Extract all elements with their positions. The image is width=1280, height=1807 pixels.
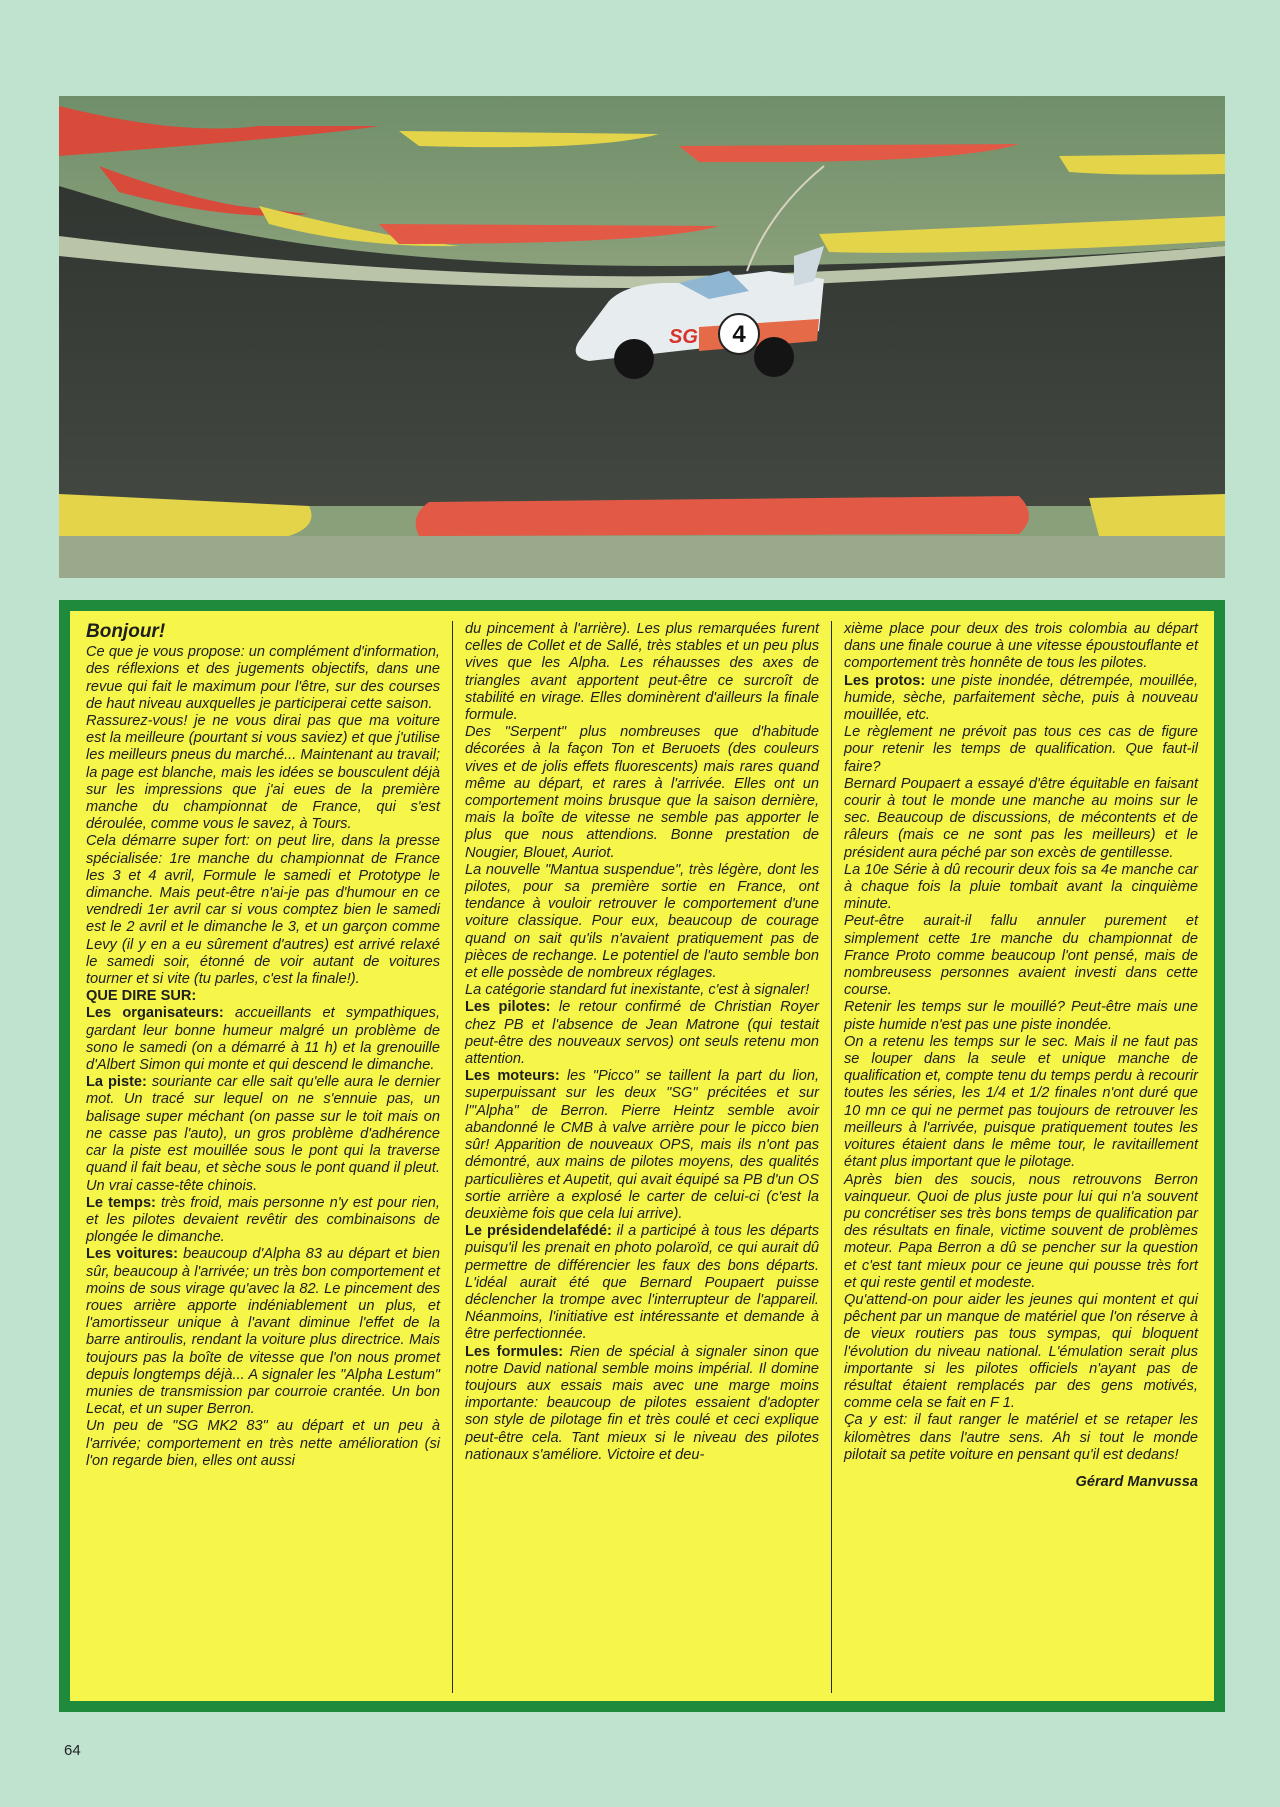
section-heading: Le temps: — [86, 1194, 156, 1211]
article-paragraph — [465, 1068, 819, 1223]
paragraph-text: Un peu de "SG MK2 83" au départ et un peu à l'arrivée; comportement en très nette amélioration (si l'on regarde bien, elles ont aussi — [86, 1418, 440, 1469]
paragraph-text: Le règlement ne prévoit pas tous ces cas de figure pour retenir les temps de qualification. Que faut-il faire? — [844, 724, 1198, 775]
paragraph-text: le retour confirmé de Christian Royer chez PB et l'absence de Jean Matrone (qui testait peut-être des nouveaux servos) ont seuls retenu mon attention. — [465, 999, 820, 1068]
article-column-2 — [452, 621, 831, 1693]
section-heading: Les moteurs: — [465, 1068, 560, 1085]
paragraph-text: Rassurez-vous! je ne vous dirai pas que ma voiture est la meilleure (pourtant si vous saviez) et que j'utilise les meilleurs pneus du marché... Maintenant au travail; la page est blanche, mais les idées se bousculent déjà sur les impressions que j'ai eues de la première manche du championnat de France, qui s'est déroulée, comme vous le savez, à Tours. — [86, 713, 440, 833]
article-paragraph — [465, 621, 819, 724]
author-signature: Gérard Manvussa — [1075, 1473, 1198, 1490]
paragraph-text: du pincement à l'arrière). Les plus remarquées furent celles de Collet et de Sallé, très stables et un peu plus vives que les Alpha. Les réhausses des axes de triangles avant apportent peut-être ce surcroît de stabilité en virage. Elles dominèrent d'ailleurs la finale formule. — [465, 621, 819, 724]
article-paragraph — [844, 1292, 1198, 1412]
paragraph-text: Peut-être aurait-il fallu annuler purement et simplement cette 1re manche du championnat de France Proto comme beaucoup l'ont pensé, mais de nombreusess personnes avaient investi dans cette course. — [844, 913, 1198, 999]
paragraph-text: Retenir les temps sur le mouillé? Peut-être mais une piste humide n'est pas une piste inondée. — [844, 999, 1198, 1033]
paragraph-text: les "Picco" se taillent la part du lion, superpuissant sur les deux "SG" précitées et sur l'"Alpha" de Berron. Pierre Heintz semble avoir abandonné le CMB à valve arrière pour le picco bien sûr! Apparition de nouveaux OPS, mais ils n'ont pas démontré, aux mains de pilotes moyens, des qualités particulières et Aupetit, qui avait équipé sa PB d'un OS sortie arrière a explosé le carter de celui-ci (c'est la deuxième fois que cela lui arrive). — [465, 1068, 819, 1222]
article-column-1 — [74, 621, 452, 1693]
paragraph-text: très froid, mais personne n'y est pour rien, et les pilotes devaient revêtir des combinaisons de plongée le dimanche. — [86, 1194, 440, 1246]
section-heading: Les protos: — [844, 672, 926, 689]
article-paragraph — [465, 862, 819, 982]
paragraph-text: Ce que je vous propose: un complément d'information, des réflexions et des jugements objectifs, dans une revue qui fait le maximum pour l'être, sur des courses de haut niveau auxquelles je participerai cette saison. — [86, 644, 440, 712]
section-heading: La piste: — [86, 1074, 147, 1091]
paragraph-text: Ça y est: il faut ranger le matériel et se retaper les kilomètres dans l'autre sens. Ah si tout le monde pilotait sa petite voiture en pensant qu'il est dedans! — [844, 1412, 1198, 1463]
paragraph-text: accueillants et sympathiques, gardant leur bonne humeur malgré un problème de sono le samedi (on a démarré à 11 h) et la grenouille d'Albert Simon qui monte et qui descend le dimanche. — [86, 1005, 441, 1074]
paragraph-text: Bernard Poupaert a essayé d'être équitable en faisant courir à tout le monde une manche au moins sur le sec. Beaucoup de discussions, de mécontents et de râleurs (mais ce ne sont pas les meilleurs) et le président aura péché par son excès de gentillesse. — [844, 775, 1198, 861]
article-paragraph — [86, 833, 440, 988]
paragraph-text: une piste inondée, détrempée, mouillée, humide, sèche, parfaitement sèche, puis à nouveau mouillée, etc. — [844, 672, 1199, 724]
article-paragraph — [465, 1344, 819, 1464]
paragraph-text: beaucoup d'Alpha 83 au départ et bien sûr, beaucoup à l'arrivée; un très bon comportement et moins de sous virage qu'avec la 82. Le pincement des roues arrière apporte indéniablement un plus, et l'amortisseur unique à l'avant diminue l'effet de la barre antiroulis, rendant la voiture plus directrice. Mais toujours pas la boîte de vitesse que l'on nous promet depuis longtemps déjà... A signaler les "Alpha Lestum" munies de transmission par courroie crantée. Un bon Lecat, et un super Berron. — [86, 1246, 440, 1418]
rc-car-track-image — [59, 96, 1225, 578]
article-paragraph — [86, 1418, 440, 1470]
article-paragraph — [844, 913, 1198, 999]
article-box — [59, 600, 1225, 1712]
article-paragraph — [844, 724, 1198, 776]
article-title: Bonjour! — [86, 621, 166, 642]
article-column-3 — [831, 621, 1210, 1693]
article-paragraph — [844, 999, 1198, 1033]
article-paragraph — [86, 988, 440, 1005]
article-paragraph — [844, 1172, 1198, 1292]
article-paragraph — [465, 982, 819, 999]
paragraph-text: La nouvelle "Mantua suspendue", très légère, dont les pilotes, pour sa première sortie en France, ont tendance à vouloir retrouver le comportement d'une voiture classique. Pour eux, beaucoup de courage quand on sait qu'ils n'avaient pratiquement pas de pièces de rechange. Le potentiel de l'auto semble bon et elle possède de nombreux réglages. — [465, 861, 819, 982]
article-paragraph — [465, 999, 819, 1068]
section-heading: Les voitures: — [86, 1246, 178, 1263]
section-heading: Les organisateurs: — [86, 1005, 224, 1022]
article-paragraph — [844, 862, 1198, 914]
section-heading: Les formules: — [465, 1343, 564, 1360]
article-paragraph — [465, 1223, 819, 1343]
article-paragraph — [844, 776, 1198, 862]
article-paragraph — [844, 621, 1198, 673]
paragraph-text: On a retenu les temps sur le sec. Mais il ne faut pas se louper dans la seule et unique manche de qualification et, compte tenu du temps perdu à recourir toutes les séries, les 1/4 et 1/2 finales n'ont duré que 10 mn ce qui ne permet pas toujours de retrouver les meilleurs à l'arrivée, puisque pratiquement toutes les voitures étaient dans le même tour, le ravitaillement étant plus important que le pilotage. — [844, 1033, 1198, 1171]
paragraph-text: Des "Serpent" plus nombreuses que d'habitude décorées à la façon Ton et Beruoets (des couleurs vives et de jolis effets fluorescents) mais rares quand même au départ, et rares à l'arrivée. Elles ont un comportement moins brusque que la saison dernière, mais la boîte de vitesse ne semble pas apporter le plus que nous attendions. Bonne prestation de Nougier, Blouet, Auriot. — [465, 724, 819, 861]
paragraph-text: Qu'attend-on pour aider les jeunes qui montent et qui pêchent par un manque de matériel que l'on réserve à de vieux routiers pas tous sympas, qui bloquent l'évolution du niveau national. L'émulation serait plus importante si les pilotes officiels n'ayant pas de résultat étaient remplacés par des gens motivés, comme cela se fait en F 1. — [844, 1291, 1198, 1412]
page-number: 64 — [64, 1742, 81, 1759]
paragraph-text: La 10e Série à dû recourir deux fois sa 4e manche car à chaque fois la pluie tombait avant la cinquième minute. — [844, 861, 1198, 913]
race-photo — [59, 96, 1225, 578]
article-paragraph — [86, 713, 440, 833]
section-heading: QUE DIRE SUR: — [86, 988, 197, 1005]
article-paragraph — [86, 1005, 440, 1074]
paragraph-text: Cela démarre super fort: on peut lire, dans la presse spécialisée: 1re manche du championnat de France les 3 et 4 avril, Formule le samedi et Prototype le dimanche. Mais peut-être n'ai-je pas d'humour en ce vendredi 1er avril car si vous comptez bien le samedi est le 2 avril et le dimanche le 3, et un garçon comme Levy (il y en a eu sûrement d'autres) est arrivé relaxé le samedi soir, étonné de voir autant de voitures tourner et si vite (tu parles, c'est la finale!). — [86, 833, 440, 988]
article-paragraph — [844, 1034, 1198, 1172]
section-heading: Les pilotes: — [465, 999, 551, 1016]
article-paragraph — [86, 1195, 440, 1247]
article-paragraph — [86, 1246, 440, 1418]
car-number: 4 — [732, 321, 746, 348]
paragraph-text: xième place pour deux des trois colombia au départ dans une finale courue à une vitesse époustouflante et comportement très honnête de tous les pilotes. — [844, 621, 1198, 672]
article-panel — [70, 611, 1214, 1701]
paragraph-text: il a participé à tous les départs puisqu'il les prenait en photo polaroïd, ce qui aurait dû permettre de différencier les faux des bons départs. L'idéal aurait été que Bernard Poupaert puisse déclencher la trompe avec l'interrupteur de l'appareil. Néanmoins, l'initiative est intéressante et demande à être perfectionnée. — [465, 1223, 819, 1343]
article-paragraph — [844, 1412, 1198, 1464]
section-heading: Le présidendelafédé: — [465, 1223, 612, 1240]
paragraph-text: Après bien des soucis, nous retrouvons Berron vainqueur. Quoi de plus juste pour lui qui n'a souvent pu concrétiser ses très bons temps de qualification par des résultats en finale, victime souvent de problèmes moteur. Papa Berron a dû se pencher sur la question et c'est tant mieux pour ce jeune qui pousse très fort et qui reste gentil et modeste. — [844, 1171, 1198, 1291]
paragraph-text: Rien de spécial à signaler sinon que notre David national semble moins impérial. Il domine toujours aux essais mais avec une marge moins importante: beaucoup de pilotes essaient d'adopter son style de pilotage fin et très coulé et ceci explique peut-être cela. Tant mieux si le niveau des pilotes nationaux s'améliore. Victoire et deu- — [465, 1343, 819, 1463]
article-paragraph — [465, 724, 819, 862]
article-paragraph — [844, 673, 1198, 725]
article-paragraph — [86, 1074, 440, 1194]
paragraph-text: La catégorie standard fut inexistante, c'est à signaler! — [465, 982, 810, 999]
paragraph-text: souriante car elle sait qu'elle aura le dernier mot. Un tracé sur lequel on ne s'ennuie pas, un balisage super méchant (on passe sur le toit mais on ne casse pas l'auto), un gros problème d'adhérence car la piste est mouillée sous le pont qui la traverse quand il fait beau, et sèche sous le pont quand il pleut. Un vrai casse-tête chinois. — [86, 1074, 440, 1194]
car-logo: SG — [669, 326, 698, 348]
article-paragraph — [86, 644, 440, 713]
